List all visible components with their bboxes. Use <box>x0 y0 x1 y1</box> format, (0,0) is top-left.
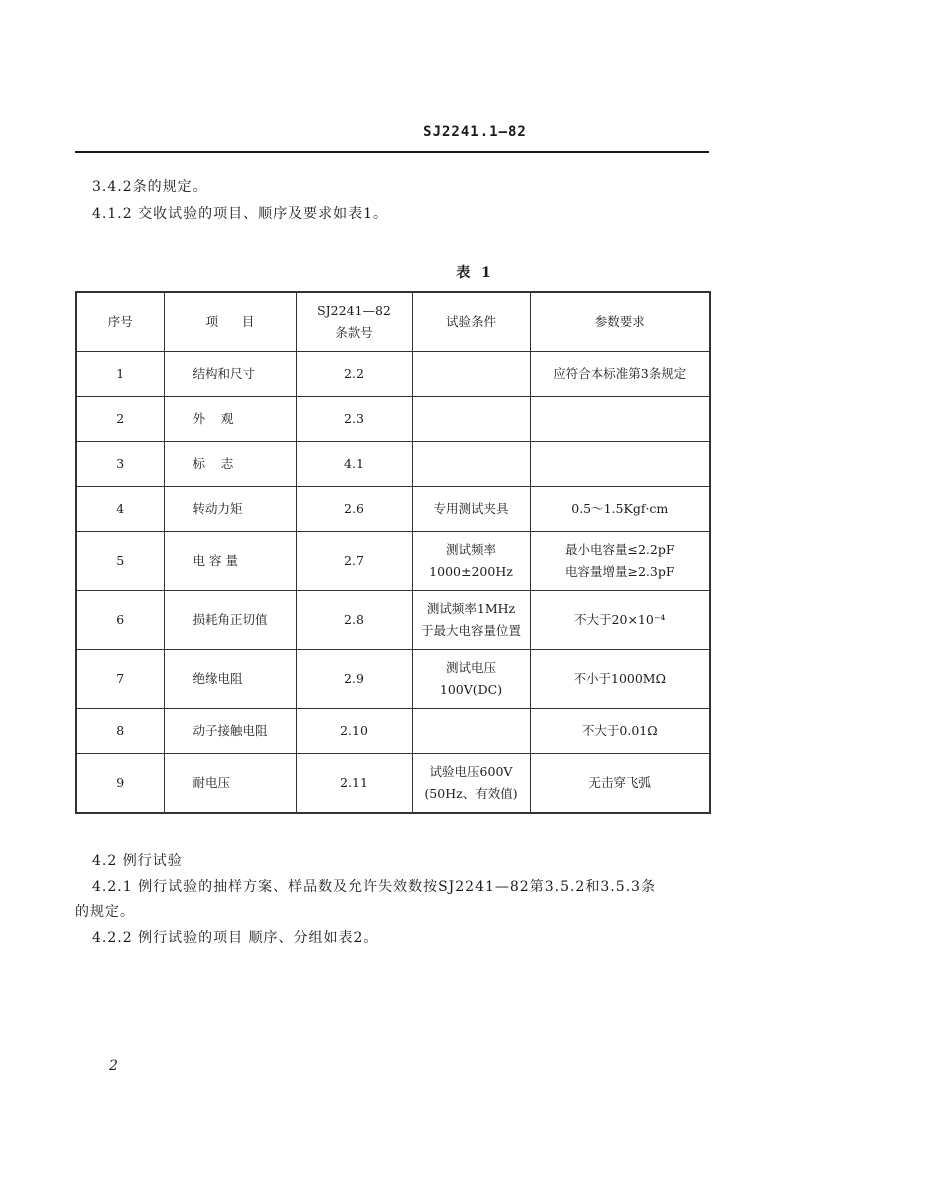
cell-clause <box>296 487 412 532</box>
cell-requirement <box>530 352 710 397</box>
cell-requirement-line1: 不小于1000MΩ <box>573 671 666 686</box>
header-clause-line1: SJ2241—82 <box>317 303 391 318</box>
cell-no-line1: 4 <box>116 501 125 516</box>
cell-condition <box>412 487 530 532</box>
cell-requirement-line1: 最小电容量≤2.2pF <box>564 542 675 557</box>
paragraph-4-1-2: 4.1.2 交收试验的项目、顺序及要求如表1。 <box>92 206 388 222</box>
cell-item <box>164 591 296 650</box>
cell-condition-line2: (50Hz、有效值) <box>424 786 518 801</box>
cell-no <box>76 352 164 397</box>
page-number: 2 <box>109 1058 118 1074</box>
header-item: 项 目 <box>164 292 296 352</box>
cell-requirement <box>530 397 710 442</box>
cell-condition-line2: 100V(DC) <box>439 682 503 697</box>
cell-condition-line1: 测试频率 <box>445 542 496 557</box>
cell-requirement-line1: 0.5～1.5Kgf·cm <box>571 501 669 516</box>
cell-no-line1: 6 <box>116 612 125 627</box>
cell-item <box>164 709 296 754</box>
cell-requirement <box>530 532 710 591</box>
cell-requirement-line1: 不大于20×10⁻⁴ <box>574 612 666 627</box>
cell-item <box>164 397 296 442</box>
header-requirement: 参数要求 <box>530 292 710 352</box>
cell-item <box>164 487 296 532</box>
cell-clause <box>296 352 412 397</box>
cell-condition-line1: 测试频率1MHz <box>426 601 516 616</box>
cell-condition <box>412 591 530 650</box>
cell-item-line1: 损耗角正切值 <box>192 612 268 627</box>
cell-requirement <box>530 487 710 532</box>
table-title: 表 1 <box>456 265 494 281</box>
cell-item <box>164 442 296 487</box>
cell-no-line1: 3 <box>116 456 125 471</box>
cell-condition <box>412 397 530 442</box>
cell-requirement-line1: 无击穿飞弧 <box>588 775 651 790</box>
table-row <box>76 591 710 650</box>
cell-no-line1: 2 <box>116 411 125 426</box>
cell-clause <box>296 754 412 814</box>
cell-no <box>76 532 164 591</box>
cell-item <box>164 532 296 591</box>
cell-clause-line1: 2.11 <box>340 775 368 790</box>
cell-clause-line1: 2.2 <box>344 366 364 381</box>
table-header-row <box>76 292 710 352</box>
header-clause-line2: 条款号 <box>335 325 373 340</box>
cell-condition-line2: 于最大电容量位置 <box>420 623 521 638</box>
cell-requirement <box>530 709 710 754</box>
cell-clause-line1: 2.8 <box>344 612 364 627</box>
header-condition: 试验条件 <box>412 292 530 352</box>
cell-clause-line1: 4.1 <box>344 456 364 471</box>
cell-no <box>76 591 164 650</box>
cell-clause-line1: 2.9 <box>344 671 364 686</box>
cell-condition <box>412 709 530 754</box>
standard-number-header: SJ2241.1—82 <box>423 124 527 140</box>
cell-item-line1: 绝缘电阻 <box>192 671 243 686</box>
cell-condition-line1: 专用测试夹具 <box>433 501 509 516</box>
cell-no <box>76 487 164 532</box>
cell-no <box>76 754 164 814</box>
cell-condition-line1: 测试电压 <box>445 660 496 675</box>
paragraph-4-2: 4.2 例行试验 <box>92 853 183 869</box>
cell-condition-line1: 试验电压600V <box>429 764 513 779</box>
cell-clause <box>296 591 412 650</box>
cell-item-line1: 耐电压 <box>192 775 231 790</box>
cell-no <box>76 650 164 709</box>
cell-requirement <box>530 754 710 814</box>
cell-requirement-line1: 应符合本标准第3条规定 <box>553 366 687 381</box>
paragraph-3-4-2: 3.4.2条的规定。 <box>92 179 208 195</box>
table-row <box>76 352 710 397</box>
cell-requirement <box>530 650 710 709</box>
cell-condition <box>412 754 530 814</box>
cell-item-line1: 标 志 <box>192 456 234 471</box>
cell-no <box>76 442 164 487</box>
acceptance-test-table <box>75 291 711 814</box>
cell-no-line1: 5 <box>116 553 125 568</box>
cell-no-line1: 9 <box>116 775 125 790</box>
cell-clause-line1: 2.7 <box>344 553 364 568</box>
cell-no-line1: 1 <box>116 366 125 381</box>
cell-item <box>164 754 296 814</box>
paragraph-4-2-1: 4.2.1 例行试验的抽样方案、样品数及允许失效数按SJ2241—82第3.5.2和3.5.3条 <box>92 879 656 895</box>
cell-clause-line1: 2.6 <box>344 501 364 516</box>
cell-item-line1: 转动力矩 <box>192 501 243 516</box>
cell-item-line1: 外 观 <box>192 411 234 426</box>
cell-item <box>164 650 296 709</box>
cell-item-line1: 动子接触电阻 <box>192 723 268 738</box>
cell-clause <box>296 650 412 709</box>
table-row <box>76 442 710 487</box>
cell-condition <box>412 442 530 487</box>
cell-no <box>76 397 164 442</box>
table-row <box>76 650 710 709</box>
header-rule <box>75 151 709 153</box>
cell-requirement-line2: 电容量增量≥2.3pF <box>564 564 675 579</box>
cell-clause-line1: 2.3 <box>344 411 364 426</box>
cell-requirement <box>530 591 710 650</box>
cell-clause-line1: 2.10 <box>340 723 368 738</box>
cell-no-line1: 8 <box>116 723 125 738</box>
table-row <box>76 532 710 591</box>
cell-clause <box>296 532 412 591</box>
cell-clause <box>296 442 412 487</box>
cell-item-line1: 电 容 量 <box>192 553 238 568</box>
paragraph-4-2-2: 4.2.2 例行试验的项目 顺序、分组如表2。 <box>92 930 379 946</box>
table-row <box>76 397 710 442</box>
cell-clause <box>296 397 412 442</box>
cell-clause <box>296 709 412 754</box>
cell-condition <box>412 532 530 591</box>
table-row <box>76 487 710 532</box>
cell-condition <box>412 650 530 709</box>
cell-item <box>164 352 296 397</box>
cell-condition <box>412 352 530 397</box>
cell-no <box>76 709 164 754</box>
table-row <box>76 709 710 754</box>
cell-requirement-line1: 不大于0.01Ω <box>581 723 658 738</box>
header-no: 序号 <box>76 292 164 352</box>
paragraph-4-2-1-cont: 的规定。 <box>75 904 135 920</box>
header-clause <box>296 292 412 352</box>
cell-no-line1: 7 <box>116 671 125 686</box>
cell-requirement <box>530 442 710 487</box>
cell-condition-line2: 1000±200Hz <box>429 564 513 579</box>
table-row <box>76 754 710 814</box>
cell-item-line1: 结构和尺寸 <box>192 366 256 381</box>
